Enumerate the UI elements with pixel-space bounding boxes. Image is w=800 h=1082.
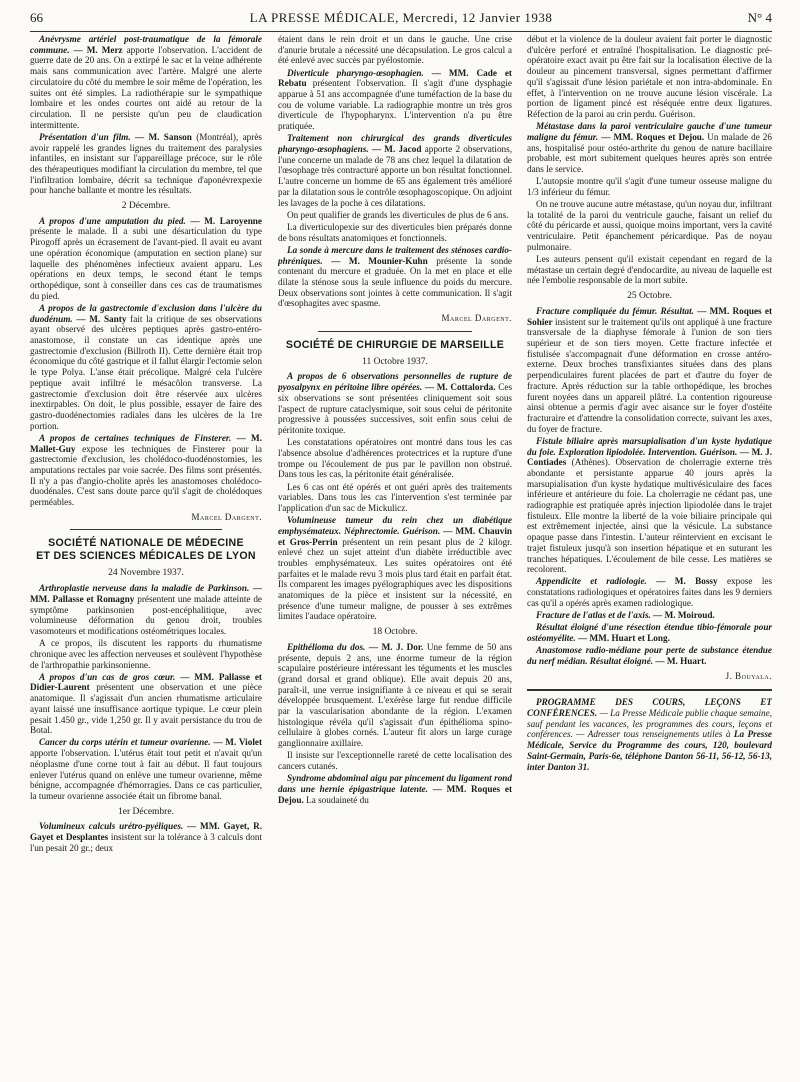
paragraph: Il insiste sur l'exceptionnelle rareté de cette localisation des cancers cutanés. [278,750,512,772]
session-date: 25 Octobre. [627,291,672,302]
paragraph: On ne trouve aucune autre métastase, qu'un noyau dur, infiltrant la totalité de la paroi du ventricule gauche, faisant un relief du côté du péricarde et aussi, quoique moins important, vers la cavité ventriculaire. Petit épanchement péricardique. Pas de noyau pulmonaire. [527,199,772,252]
column-1 [30,34,262,1074]
column-3 [527,34,772,1074]
article: Volumineuse tumeur du rein chez un diabétique emphysémateux. Néphrectomie. Guérison. — MM. Chauvin et Gros-Perrin présentent un rein pesant plus de 2 kilogr. enlevé chez un sujet atteint d'un diabète irréductible avec troubles emphysémateux. Les suites opératoires ont été parfaites et le malade revu 3 mois plus tard était en parfait état. Ils comparent les images pyélographiques avec les dispositions anatomiques de la pièce et insistent sur la nécessité, en présence d'une tumeur maligne, de pousser à ses extrêmes limites l'audace opératoire. [278,515,512,622]
article: A propos de 6 observations personnelles de rupture de pyosalpynx en péritoine libre opérées. — M. Cottalorda. Ces six observations se sont présentées cliniquement soit sous l'aspect de rupture cataclysmique, soit sous celui de péritonite progressive à poussées successives, soit enfin sous celui de péritonite toxique. [278,371,512,435]
page-number: 66 [30,10,43,25]
divider [318,331,472,332]
session-date: 24 Novembre 1937. [108,568,184,579]
article: Résultat éloigné d'une résection étendue tibio-fémorale pour ostéomyélite. — MM. Huart et Long. [527,622,772,643]
paragraph: Les auteurs pensent qu'il existait cependant en regard de la métastase un certain degré d'endocardite, au niveau de laquelle est née l'embolie responsable de la mort subite. [527,254,772,286]
paragraph: Les constatations opératoires ont montré dans tous les cas l'absence absolue d'adhérences protectrices et la rupture d'une trompe ou l'écoulement de pus par le pavillon non obstrué. Dans tous les cas, la péritonite était généralisée. [278,437,512,480]
signature: J. Bouyala. [725,670,772,681]
article: A propos de la gastrectomie d'exclusion dans l'ulcère du duodénum. — M. Santy fait la critique de ses observations ayant observé des ulcères peptiques après gastro-entéro-anastomose, il constate un cas identique après une gastrectomie d'exclusion (Billroth II). Cette dernière était trop économique du côté gastrique et il fallut élargir l'ectomie selon le type Polya. L'anse était précolique. Malgré cela l'ulcère peptique avait infiltré le mésacôlon transverse. La gastrectomie d'exclusion doit être réservée aux ulcères inextirpables. On doit, le plus possible, essayer de faire des gastro-duodénectomies radiales dans les ulcères de la 1re portion. [30,302,262,431]
article: Présentation d'un film. — M. Sanson (Montréal), après avoir rappelé les grandes lignes du traitement des paralysies infantiles, en insistant sur l'appareillage précoce, sur le rôle des thérapeutiques modifiant la circulation du membre, tel que l'infiltration lombaire, décrit sa technique d'aponévrexpexie pour hanche ballante et montre les résultats. [30,131,262,196]
paragraph: Les 6 cas ont été opérés et ont guéri après des traitements variables. Dans tous les cas l'intervention s'est terminée par l'application d'un sac de Mickulicz. [278,481,512,513]
article: Anastomose radio-médiane pour perte de substance étendue du nerf médian. Résultat éloigné. — M. Huart. [527,645,772,666]
session-date: 18 Octobre. [372,627,418,638]
paragraph: L'autopsie montre qu'il s'agit d'une tumeur osseuse maligne du 1/3 inférieur du fémur. [527,176,772,197]
divider [70,529,222,530]
session-date: 2 Décembre. [121,201,171,212]
article: Diverticule pharyngo-œsophagien. — MM. Cade et Rebatu présentent l'observation. Il s'agit d'une dysphagie apparue à 51 ans accompagnée d'une tuméfaction de la base du cou de volume variable. La radiographie montre un très gros diverticule de l'hypopharynx. L'intervention n'a pu être pratiquée. [278,67,512,132]
article: Appendicite et radiologie. — M. Bossy expose les constatations radiologiques et opératoires faites dans les 9 derniers cas qu'il a opérés après examen radiologique. [527,576,772,608]
article: La sonde à mercure dans le traitement des sténoses cardio-phréniques. — M. Mounier-Kuhn présente la sonde contenant du mercure et graduée. On la met en place et elle dilate la sténose sous la seule influence du poids du mercure. Deux observations sont jointes à cette communication. Il s'agit d'œsophagites avec spasme. [278,244,512,309]
signature: Marcel Dargent. [441,313,512,324]
article: Epithélioma du dos. — M. J. Dor. Une femme de 50 ans présente, depuis 2 ans, une énorme tumeur de la région scapulaire postérieure intéressant les téguments et les muscles (grand dorsal et grand oblique). Elle avait depuis 20 ans, paraît-il, une verrue insignifiante à ce niveau et qui se serait développée brusquement. L'exérèse large fut rendue difficile par la vascularisation abondante de la région. L'examen histologique révéla qu'il s'agissait d'un épithélioma spino-cellulaire à globes cornés. L'auteur fit alors un large curage ganglionnaire axillaire. [278,641,512,749]
issue-number: N° 4 [747,10,772,25]
article: Volumineux calculs urétro-pyéliques. — MM. Gayet, R. Gayet et Desplantes insistent sur la tolérance à 3 calculs dont l'un pesait 20 gr.; deux [30,821,262,853]
paragraph: La diverticulopexie sur des diverticules bien préparés donne de bons résultats anatomiques et fonctionnels. [278,221,512,243]
society-heading: SOCIÉTÉ DE CHIRURGIE DE MARSEILLE [285,338,505,351]
journal-title: LA PRESSE MÉDICALE, Mercredi, 12 Janvier 1938 [249,10,553,25]
article: Fracture compliquée du fémur. Résultat. — MM. Roques et Sohier insistent sur le traitement qu'ils ont appliqué à une fracture transversale de la diaphyse fémorale à l'union de son tiers supérieur et de son tiers moyen. Cette fracture infectée et fistulisée s'accompagnait d'une déformation en crosse antéro-externe. Deux broches transfixiantes situées dans des plans perpendiculaires furent placées de part et d'autre du foyer de fracture. Après réduction sur la table orthopédique, les broches furent noyées dans un appareil plâtré. La contention rigoureuse ainsi obtenue a permis d'agir avec aisance sur le foyer d'ostéite fracturaire et d'attendre la consolidation correcte, suivant les axes, du foyer de fracture. [527,305,772,434]
article: Fistule biliaire après marsupialisation d'un kyste hydatique du foie. Exploration lipiodolée. Intervention. Guérison. — M. J. Contiades (Athènes). Observation de cholerragie externe très abondante et persistante apparue 40 jours après la marsupialisation d'un kyste hydatique multivésiculaire des faces inférieure et antérieure du foie. La cholerragie ne cédant pas, une radiographie est pratiquée après injection lipiodolée dans le trajet fistuleux. Elle montre la liberté de la voie biliaire principale qui est extrêmement injectée, ainsi que la vésicule. La substance opaque passe dans l'intestin. L'auteur réintervient en excisant le trajet fistuleux jusqu'à son insertion hépatique et en suturant les tranches hépatiques. L'écoulement de bile cesse. Les matières se recolorent. [527,435,772,575]
article: Syndrome abdominal aigu par pincement du ligament rond dans une hernie épigastrique latente. — MM. Roques et Dejou. La soudaineté du [278,773,512,805]
article: Anévrysme artériel post-traumatique de la fémorale commune. — M. Merz apporte l'observation. L'accident de guerre date de 20 ans. On a extirpé le sac et la veine adhérente mais sans communication avec l'artère. Malgré une alerte circulatoire du côté du membre le soir même de l'opération, les suites ont été simples. La radiothérapie sur le sympathique lombaire et les ondes courtes ont aidé au retour de la circulation. Il ne persiste qu'un peu de claudication intermittente. [30,34,262,130]
program-notice: PROGRAMME DES COURS, LEÇONS ET CONFÉRENCES. — La Presse Médicale publie chaque semaine, sauf pendant les vacances, les programmes des cours, leçons et conférences. — Adresser tous renseignements utiles à La Presse Médicale, Service du Programme des cours, 120, boulevard Saint-Germain, Paris-6e, téléphone Danton 56-11, 56-12, 56-13, inter Danton 31. [527,697,772,772]
article: A propos de certaines techniques de Finsterer. — M. Mallet-Guy expose les techniques de Finsterer pour la gastrectomie d'exclusion, les cholédoco-duodénostomies, les amputations rectales par voie sacrée. Des films sont présentés. Il n'y a pas d'angio-cholite après les anastomoses cholédoco-duodénales. C'est sans doute parce qu'il s'agit de cholédoques perméables. [30,432,262,508]
paragraph: On peut qualifier de grands les diverticules de plus de 6 ans. [287,209,509,220]
divider [527,689,772,691]
article: Métastase dans la paroi ventriculaire gauche d'une tumeur maligne du fémur. — MM. Roques et Dejou. Un malade de 26 ans, hospitalisé pour ostéo-arthrite du genou de nature bacillaire probable, est mort subitement quelques heures après son entrée dans le service. [527,121,772,174]
article: Cancer du corps utérin et tumeur ovarienne. — M. Violet apporte l'observation. L'utérus était tout petit et n'avait qu'un néoplasme d'une corne tout à fait au début. Il faut toujours enlever l'utérus quand on enlève une tumeur ovarienne, même bénigne, accompagnée d'hémorragies. Dans ce cas particulier, la tumeur ovarienne associée était un fibrome banal. [30,737,262,801]
article: Traitement non chirurgical des grands diverticules pharyngo-œsophagiens. — M. Jacod apporte 2 observations, l'une concerne un malade de 78 ans chez lequel la dilatation de l'œsophage très contracturé apporte un bon résultat fonctionnel. L'autre concerne un homme de 65 ans également très amélioré par la dilatation sous le contrôle œsophagoscopique. On adjoint les lavages de la poche à ces dilatations. [278,133,512,208]
article: Arthroplastie nerveuse dans la maladie de Parkinson. — MM. Pallasse et Romagny présentent une malade atteinte de symptôme parkinsonien post-encéphalitique, avec volumineuse déformation du genou droit, troubles vasomoteurs et modifications ostéométriques locales. [30,583,262,636]
session-date: 11 Octobre 1937. [362,356,428,367]
column-2 [278,34,512,1074]
session-date: 1er Décembre. [118,806,174,817]
page-header [30,10,772,32]
paragraph: étaient dans le rein droit et un dans le gauche. Une crise d'anurie brutale a nécessité une décapsulation. Le gros calcul a été enlevé avec succès par pyélostomie. [278,34,512,66]
article: A propos d'une amputation du pied. — M. Laroyenne présente le malade. Il a subi une désarticulation du type Pirogoff après un écrasement de l'avant-pied. Il avait eu avant une opération économique (amputation en section plane) sur laquelle des phénomènes infectieux avaient apparu. Les opérations en deux temps, le second étant le temps orthopédique, sont à conseiller dans ces cas de traumatismes du pied. [30,215,262,301]
paragraph: début et la violence de la douleur avaient fait porter le diagnostic d'ulcère perforé et entraîné l'hospitalisation. Le diagnostic pré-opératoire exact avait pu être fait sur la localisation élective de la douleur au pincement transversal, signes permettant d'affirmer qu'il s'agissait d'une lésion pariétale et non intra-abdominale. En effet, à l'intervention on ne trouve aucune lésion viscérale. La portion de ligament pincé est réséquée entre deux ligatures. Réfection de la paroi au crin perdu. Guérison. [527,34,772,119]
paragraph: A ce propos, ils discutent les rapports du rhumatisme chronique avec les affection nerveuses et soulèvent l'hypothèse de l'arthropathie parkinsonienne. [30,638,262,670]
society-heading: SOCIÉTÉ NATIONALE DE MÉDECINE ET DES SCIENCES MÉDICALES DE LYON [36,537,256,563]
article: A propos d'un cas de gros cœur. — MM. Pallasse et Didier-Laurent présentent une observation et une pièce anatomique. Il s'agissait d'un ancien rhumatisme articulaire ayant laissé une insuffisance aortique typique. Le cœur plein pesait 1.450 gr., vide 1,250 gr. Il y avait persistance du trou de Botal. [30,671,262,736]
article: Fracture de l'atlas et de l'axis. — M. Moiroud. [536,610,715,621]
signature: Marcel Dargent. [191,511,262,522]
